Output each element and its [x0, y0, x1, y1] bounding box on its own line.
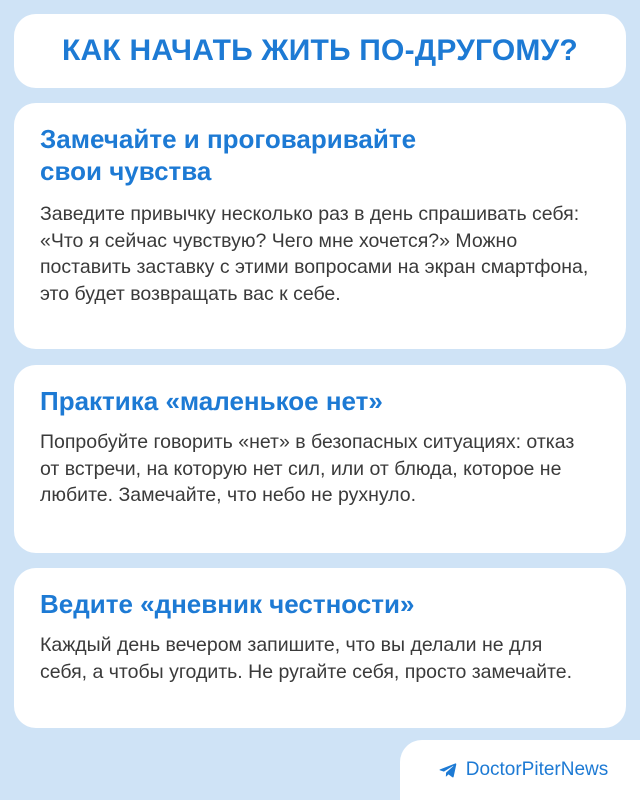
- channel-name: DoctorPiterNews: [465, 759, 609, 780]
- tip-title: Замечайте и проговаривайте свои чувства: [40, 124, 417, 186]
- tip-title: Практика «маленькое нет»: [40, 386, 383, 416]
- tip-card-honesty-diary: [14, 568, 626, 728]
- tip-card-small-no: [14, 365, 626, 553]
- tip-title: Ведите «дневник честности»: [40, 589, 415, 619]
- telegram-icon: [438, 760, 458, 780]
- page-title: КАК НАЧАТЬ ЖИТЬ ПО-ДРУГОМУ?: [62, 34, 578, 67]
- title-card: [14, 14, 626, 88]
- tip-text: Каждый день вечером запишите, что вы делали не для себя, а чтобы угодить. Не ругайте себя, просто замечайте.: [40, 634, 573, 683]
- tip-text: Попробуйте говорить «нет» в безопасных ситуациях: отказ от встречи, на которую нет сил, или от блюда, которое не любите. Замечайте, что небо не рухнуло.: [40, 431, 575, 506]
- tip-card-feelings: [14, 103, 626, 349]
- telegram-channel-badge[interactable]: [400, 740, 640, 800]
- tip-text: Заведите привычку несколько раз в день спрашивать себя: «Что я сейчас чувствую? Чего мне хочется?» Можно поставить заставку с этими вопросами на экран смартфона, это будет возвращать вас к себе.: [40, 203, 589, 305]
